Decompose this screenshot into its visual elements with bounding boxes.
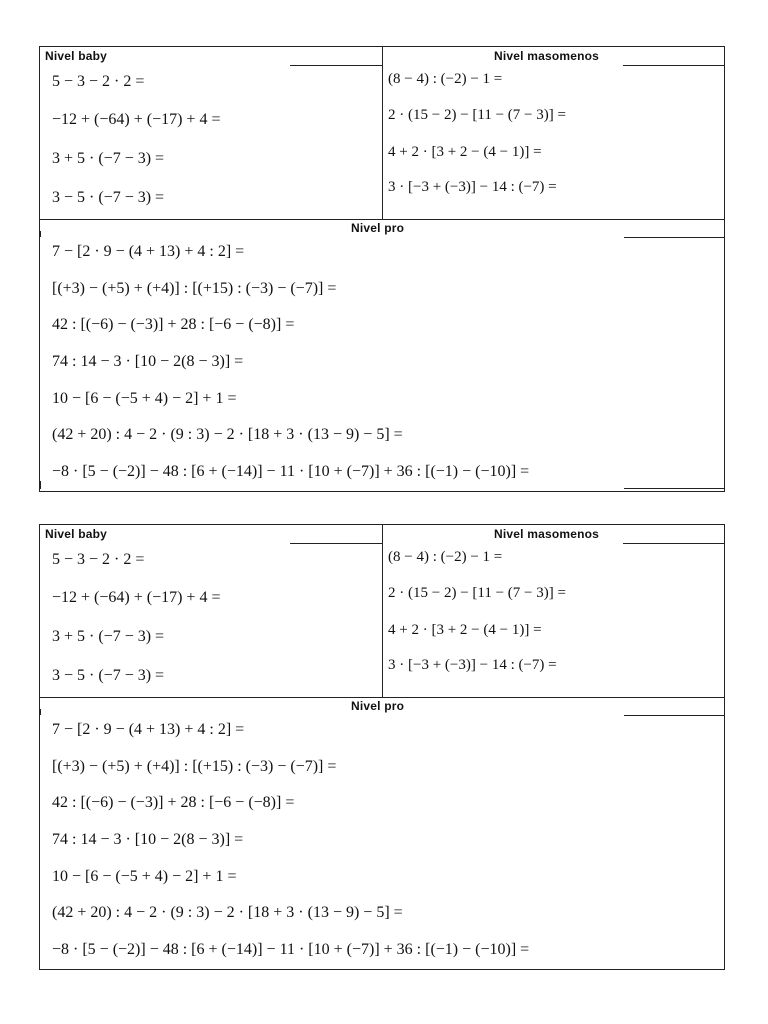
header-underline	[624, 715, 724, 716]
baby-exercise-2: −12 + (−64) + (−17) + 4 =	[52, 111, 221, 128]
pro-exercise-5: 10 − [6 − (−5 + 4) − 2] + 1 =	[52, 868, 237, 885]
pro-level-section	[40, 219, 724, 491]
masomenos-level-section	[383, 525, 724, 697]
masomenos-exercise-1: (8 − 4) : (−2) − 1 =	[388, 549, 503, 565]
baby-level-title: Nivel baby	[45, 49, 108, 63]
pro-exercise-6: (42 + 20) : 4 − 2 · (9 : 3) − 2 · [18 + 3 · (13 − 9) − 5] =	[52, 426, 403, 443]
pro-level-title: Nivel pro	[351, 221, 405, 235]
header-underline	[290, 543, 382, 544]
worksheet-copy-1	[39, 46, 725, 492]
masomenos-exercise-2: 2 · (15 − 2) − [11 − (7 − 3)] =	[388, 585, 566, 601]
pro-exercise-3: 42 : [(−6) − (−3)] + 28 : [−6 − (−8)] =	[52, 794, 295, 811]
top-row	[40, 47, 724, 220]
baby-level-section	[40, 47, 383, 219]
pro-exercise-3: 42 : [(−6) − (−3)] + 28 : [−6 − (−8)] =	[52, 316, 295, 333]
header-underline	[624, 237, 724, 238]
baby-exercise-1: 5 − 3 − 2 · 2 =	[52, 73, 145, 90]
pro-exercise-2: [(+3) − (+5) + (+4)] : [(+15) : (−3) − (−7)] =	[52, 280, 337, 297]
header-underline	[623, 543, 724, 544]
baby-exercise-3: 3 + 5 · (−7 − 3) =	[52, 150, 165, 167]
pro-exercise-5: 10 − [6 − (−5 + 4) − 2] + 1 =	[52, 390, 237, 407]
baby-level-title: Nivel baby	[45, 527, 108, 541]
pro-exercise-6: (42 + 20) : 4 − 2 · (9 : 3) − 2 · [18 + 3 · (13 − 9) − 5] =	[52, 904, 403, 921]
pro-exercise-4: 74 : 14 − 3 · [10 − 2(8 − 3)] =	[52, 831, 244, 848]
corner-mark	[40, 709, 41, 715]
bottom-underline	[624, 488, 724, 489]
masomenos-exercise-1: (8 − 4) : (−2) − 1 =	[388, 71, 503, 87]
baby-level-section	[40, 525, 383, 697]
masomenos-exercise-2: 2 · (15 − 2) − [11 − (7 − 3)] =	[388, 107, 566, 123]
pro-exercise-4: 74 : 14 − 3 · [10 − 2(8 − 3)] =	[52, 353, 244, 370]
corner-mark	[40, 481, 41, 489]
pro-exercise-7: −8 · [5 − (−2)] − 48 : [6 + (−14)] − 11 · [10 + (−7)] + 36 : [(−1) − (−10)] =	[52, 463, 530, 480]
baby-exercise-3: 3 + 5 · (−7 − 3) =	[52, 628, 165, 645]
masomenos-exercise-4: 3 · [−3 + (−3)] − 14 : (−7) =	[388, 657, 557, 673]
top-row	[40, 525, 724, 698]
worksheet-copy-2	[39, 524, 725, 970]
masomenos-exercise-3: 4 + 2 · [3 + 2 − (4 − 1)] =	[388, 622, 542, 638]
masomenos-level-section	[383, 47, 724, 219]
pro-level-section	[40, 697, 724, 969]
baby-exercise-4: 3 − 5 · (−7 − 3) =	[52, 189, 165, 206]
masomenos-level-title: Nivel masomenos	[494, 49, 600, 63]
baby-exercise-2: −12 + (−64) + (−17) + 4 =	[52, 589, 221, 606]
pro-level-title: Nivel pro	[351, 699, 405, 713]
masomenos-exercise-4: 3 · [−3 + (−3)] − 14 : (−7) =	[388, 179, 557, 195]
pro-exercise-1: 7 − [2 · 9 − (4 + 13) + 4 : 2] =	[52, 243, 245, 260]
pro-exercise-2: [(+3) − (+5) + (+4)] : [(+15) : (−3) − (−7)] =	[52, 758, 337, 775]
header-underline	[290, 65, 382, 66]
corner-mark	[40, 231, 41, 237]
baby-exercise-4: 3 − 5 · (−7 − 3) =	[52, 667, 165, 684]
header-underline	[623, 65, 724, 66]
pro-exercise-7: −8 · [5 − (−2)] − 48 : [6 + (−14)] − 11 · [10 + (−7)] + 36 : [(−1) − (−10)] =	[52, 941, 530, 958]
masomenos-level-title: Nivel masomenos	[494, 527, 600, 541]
baby-exercise-1: 5 − 3 − 2 · 2 =	[52, 551, 145, 568]
pro-exercise-1: 7 − [2 · 9 − (4 + 13) + 4 : 2] =	[52, 721, 245, 738]
masomenos-exercise-3: 4 + 2 · [3 + 2 − (4 − 1)] =	[388, 144, 542, 160]
